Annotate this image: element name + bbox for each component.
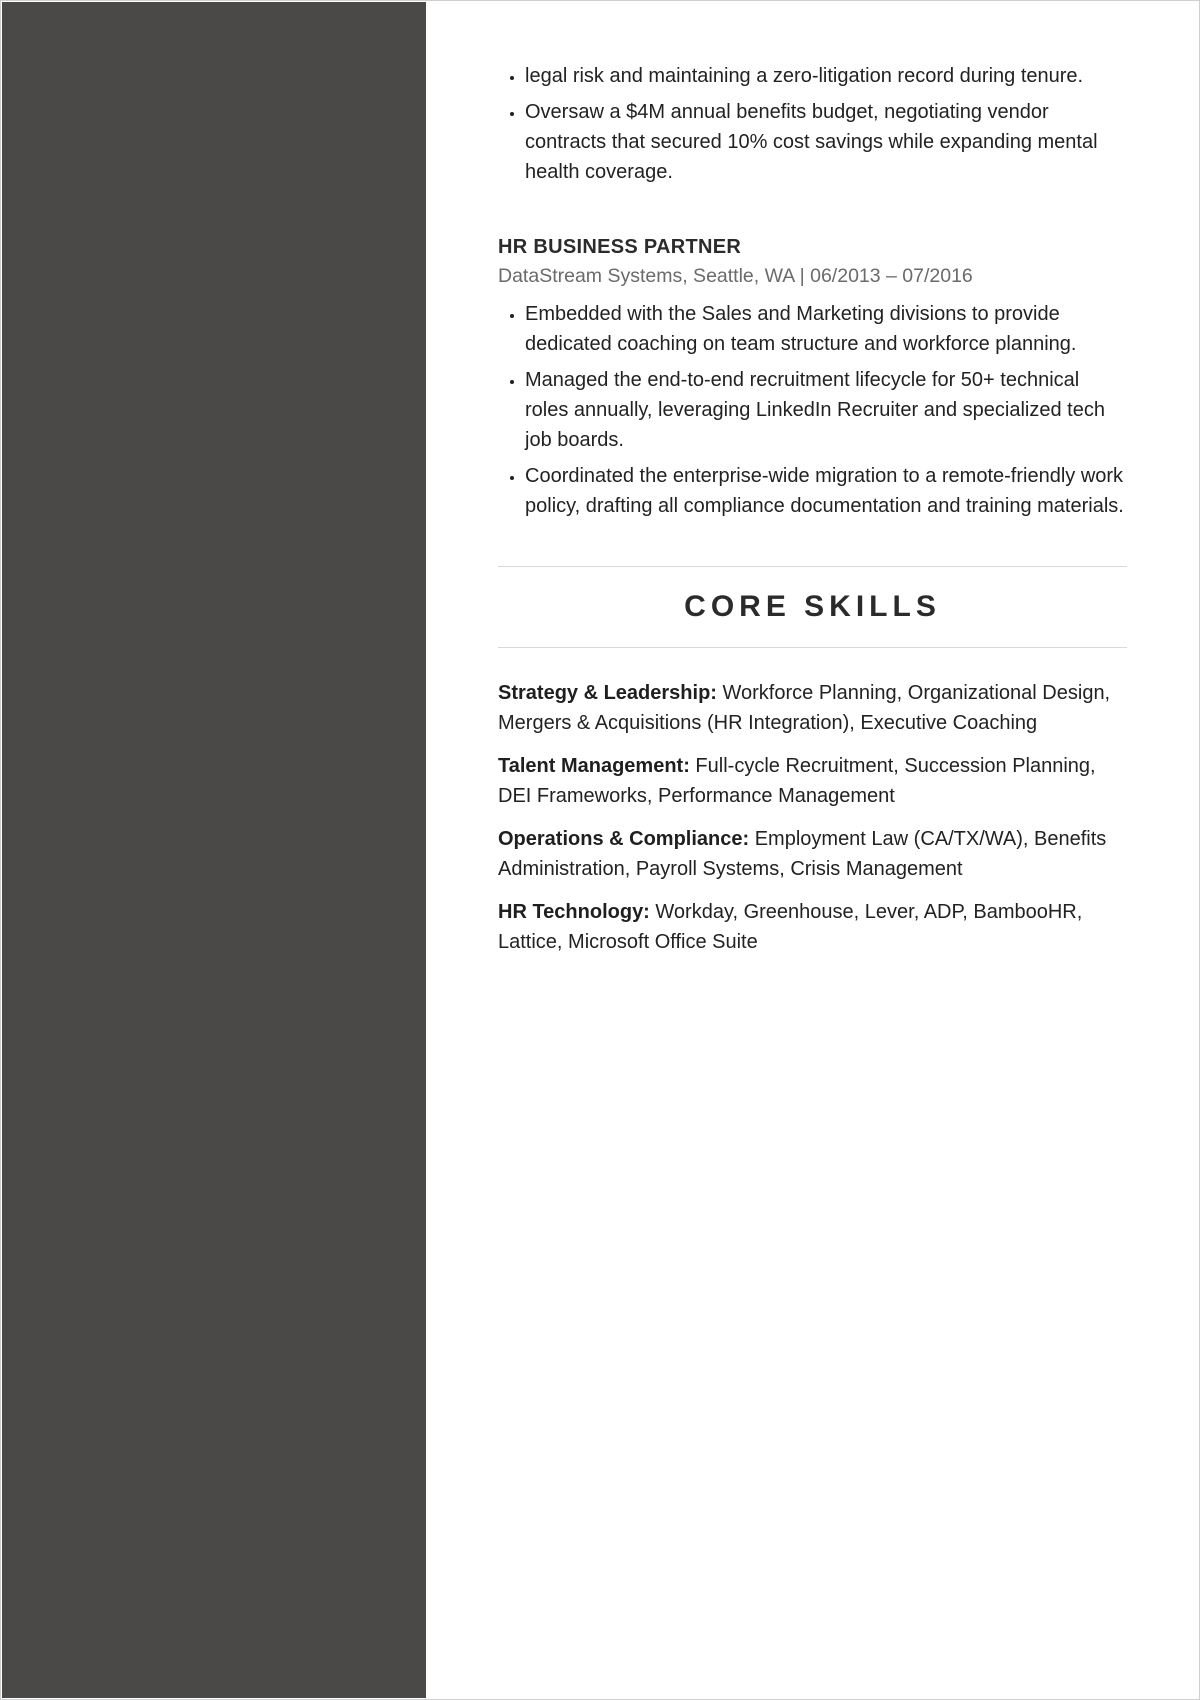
skill-item (498, 678, 1127, 738)
sidebar-panel (2, 2, 426, 1698)
skill-label: Strategy & Leadership: (498, 682, 717, 704)
previous-job-bullets (498, 61, 1127, 187)
list-item: • Coordinated the enterprise-wide migration to a remote-friendly work policy, drafting all compliance documentation and training materials. (525, 461, 1127, 521)
skills-list (498, 678, 1127, 957)
main-content (498, 61, 1127, 970)
skill-text: Employment Law (CA/TX/WA), Benefits Administration, Payroll Systems, Crisis Management (498, 828, 1107, 880)
job-entry (498, 233, 1127, 521)
skill-item (498, 824, 1127, 884)
section-title: CORE SKILLS (684, 590, 941, 623)
list-item: • legal risk and maintaining a zero-litigation record during tenure. (525, 61, 1127, 91)
job-bullets (498, 299, 1127, 521)
skill-label: Operations & Compliance: (498, 828, 750, 850)
list-item: • Oversaw a $4M annual benefits budget, negotiating vendor contracts that secured 10% cost savings while expanding mental health coverage. (525, 97, 1127, 187)
list-item: • Managed the end-to-end recruitment lifecycle for 50+ technical roles annually, leveraging LinkedIn Recruiter and specialized tech job boards. (525, 365, 1127, 455)
section-divider-top (498, 566, 1127, 567)
skill-item (498, 751, 1127, 811)
job-meta: DataStream Systems, Seattle, WA | 06/2013 – 07/2016 (498, 265, 973, 287)
section-divider-bottom (498, 647, 1127, 648)
skill-item (498, 897, 1127, 957)
skill-label: HR Technology: (498, 901, 650, 923)
skill-label: Talent Management: (498, 755, 690, 777)
list-item: • Embedded with the Sales and Marketing divisions to provide dedicated coaching on team structure and workforce planning. (525, 299, 1127, 359)
skill-text: Workday, Greenhouse, Lever, ADP, BambooHR, Lattice, Microsoft Office Suite (498, 901, 1083, 953)
job-title: HR BUSINESS PARTNER (498, 236, 742, 258)
skill-text: Full-cycle Recruitment, Succession Planning, DEI Frameworks, Performance Management (498, 755, 1096, 807)
skill-text: Workforce Planning, Organizational Design, Mergers & Acquisitions (HR Integration), Executive Coaching (498, 682, 1111, 734)
